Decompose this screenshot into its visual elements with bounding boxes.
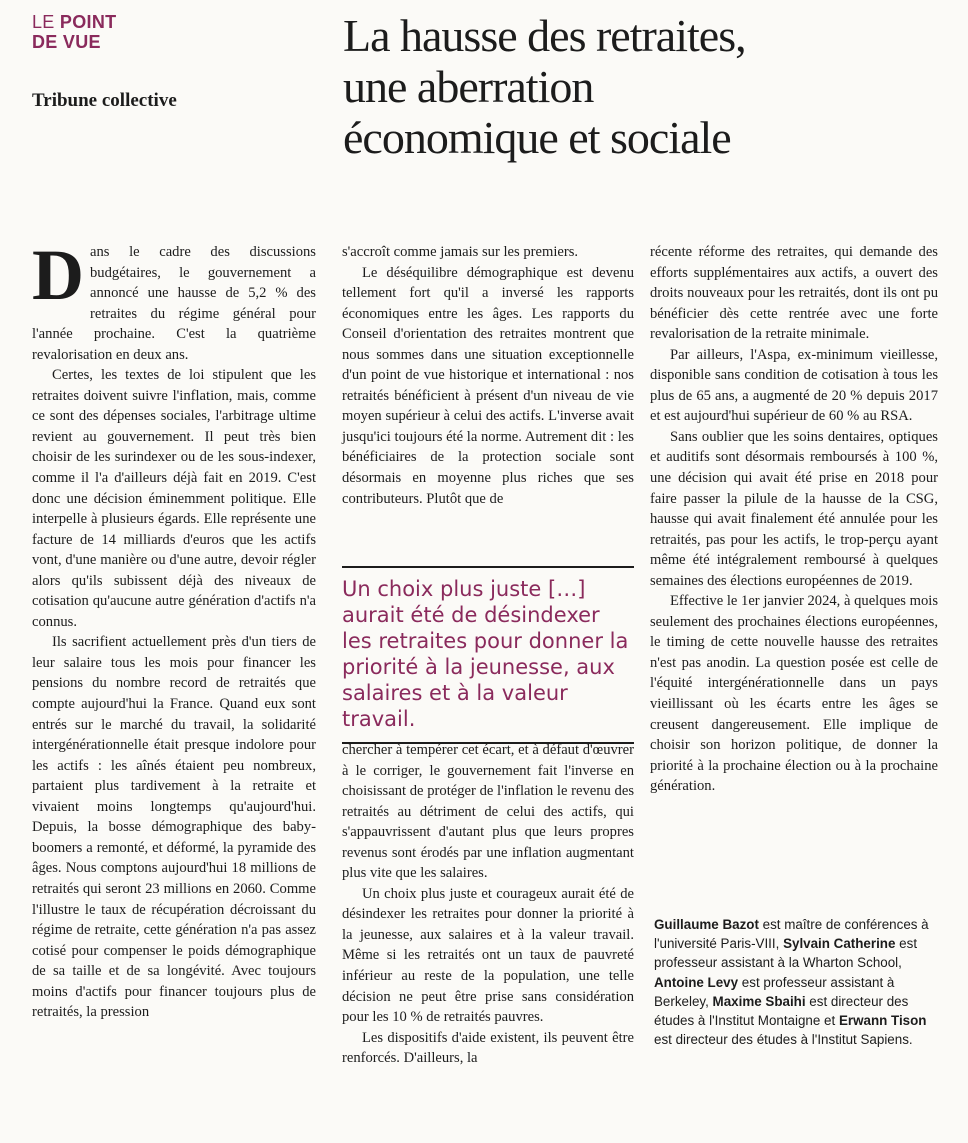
paragraph: Par ailleurs, l'Aspa, ex-minimum vieillesse, disponible sans condition de cotisation à tous les plus de 65 ans, a augmenté de 20 % depuis 2017 et est aujourd'hui supérieur de 60 % au RSA. <box>650 346 938 425</box>
pull-quote-text: Un choix plus juste […] aurait été de désindexer les retraites pour donner la priorité à la jeunesse, aux salaires et à la valeur travail. <box>342 577 629 731</box>
article-column-2-bottom <box>342 740 634 1069</box>
paragraph: récente réforme des retraites, qui demande des efforts supplémentaires aux actifs, a ouvert des droits nouveaux pour les retraités, dont ils ont pu bénéficier dès cette rentrée avec une forte revalorisation de la retraite minimale. <box>650 244 938 343</box>
article-headline <box>343 10 943 163</box>
author-bio <box>654 915 940 1049</box>
author-name: Sylvain Catherine <box>783 936 896 952</box>
headline-line-2: une aberration <box>343 61 594 112</box>
rubric-point: POINT <box>59 12 117 32</box>
author-role: est professeur assistant à la Wharton School, <box>654 936 918 971</box>
author-name: Maxime Sbaihi <box>712 993 806 1009</box>
author-role: est professeur assistant à Berkeley, <box>654 974 895 1009</box>
pull-quote <box>342 566 634 732</box>
author-name: Erwann Tison <box>838 1013 927 1029</box>
author-role: est directeur des études à l'Institut Sapiens. <box>654 1032 913 1048</box>
headline-line-3: économique et sociale <box>343 112 731 163</box>
article-column-1 <box>32 235 316 1023</box>
paragraph: Un choix plus juste et courageux aurait été de désindexer les retraites pour donner la priorité à la jeunesse, aux salaires et à la valeur travail. Même si les retraités ont un taux de pauvreté inférieur au reste de la population, une telle décision ne peut être prise sans considération pour les 10 % de retraités pauvres. <box>342 885 634 1026</box>
headline-line-1: La hausse des retraites, <box>343 10 746 61</box>
author-name: Guillaume Bazot <box>654 917 759 932</box>
paragraph: Les dispositifs d'aide existent, ils peuvent être renforcés. D'ailleurs, la <box>342 1029 634 1067</box>
drop-cap: D <box>32 235 84 315</box>
paragraph-text: ans le cadre des discussions budgétaires, le gouvernement a annoncé une hausse de 5,2 % des retraites du régime général pour l'année prochaine. C'est la quatrième revalorisation en deux ans. <box>32 244 316 363</box>
paragraph: Ils sacrifient actuellement près d'un tiers de leur salaire tous les mois pour financer les pensions du nombre record de retraités que compte aujourd'hui la France. Quand eux sont entrés sur le marché du travail, la solidarité intergénérationnelle était presque indolore pour les actifs : les aînés étaient peu nombreux, partaient plus tardivement à la retraite et vivaient moins longtemps qu'aujourd'hui. Depuis, la bosse démographique des baby-boomers a remonté, et déformé, la pyramide des âges. Nous comptons aujourd'hui 18 millions de retraités qui seront 23 millions en 2060. Comme l'illustre le taux de récupération décroissant du régime de retraite, cette génération n'a pas assez cotisé pour compenser le poids démographique de sa taille et de sa longévité. Avec toujours moins d'actifs pour financer toujours plus de retraités, la pression <box>32 634 316 1021</box>
rubric-de-vue: DE VUE <box>32 32 101 52</box>
author-name: Antoine Levy <box>654 974 739 990</box>
rubric-le: LE <box>32 12 60 32</box>
kicker: Tribune collective <box>32 90 177 111</box>
paragraph <box>32 235 316 365</box>
paragraph: chercher à tempérer cet écart, et à défaut d'œuvrer à le corriger, le gouvernement fait l'inverse en choisissant de protéger de l'inflation le revenu des retraités au détriment de celui des actifs, qui s'appauvrissent d'autant plus que leurs propres revenus sont érodés par une inflation augmentant plus vite que les salaires. <box>342 742 634 882</box>
paragraph: Effective le 1er janvier 2024, à quelques mois seulement des prochaines élections européennes, le timing de cette nouvelle hausse des retraites n'est pas anodin. La question posée est celle de l'équité intergénérationnelle dans un pays vieillissant où les écarts entre les âges se creusent dangereusement. Elle implique de choisir son horizon politique, de donner la priorité à la prochaine élection ou à la prochaine génération. <box>650 593 939 795</box>
article-column-2-top <box>342 242 634 509</box>
section-rubric <box>32 12 116 52</box>
paragraph: Le déséquilibre démographique est devenu tellement fort qu'il a inversé les rapports économiques entre les âges. Les rapports du Conseil d'orientation des retraites montrent que nous sommes dans une situation exceptionnelle d'un point de vue historique et international : nos retraités bénéficient à présent d'un niveau de vie moyen supérieur à celui des actifs. L'inverse avait jusqu'ici toujours été la norme. Autrement dit : les bénéficiaires de la protection sociale sont désormais en moyenne plus riches que ses contributeurs. Plutôt que de <box>342 264 634 507</box>
paragraph: s'accroît comme jamais sur les premiers. <box>342 244 579 260</box>
paragraph: Certes, les textes de loi stipulent que les retraites doivent suivre l'inflation, mais, comme ce sont des dépenses sociales, l'arbitrage ultime revient au gouvernement. Il peut très bien choisir de les surindexer ou de les sous-indexer, comme il l'a d'ailleurs déjà fait en 2019. C'est donc une décision éminemment politique. Elle interpelle à plusieurs égards. Elle représente une facture de 14 milliards d'euros que les actifs vont, d'une manière ou d'une autre, devoir régler alors qu'ils subissent déjà des niveaux de cotisation qu'aucune autre génération d'actifs n'a connus. <box>32 367 316 630</box>
author-role: est directeur des études à l'Institut Montaigne et <box>654 993 909 1029</box>
article-column-3 <box>650 242 938 797</box>
paragraph: Sans oublier que les soins dentaires, optiques et auditifs sont désormais remboursés à 100 %, une décision qui avait été prise en 2018 pour faire passer la pilule de la hausse de la CSG, hausse qui avait finalement été annulée pour les retraités, pas pour les actifs, le trop-perçu ayant même été intégralement remboursé à quelques semaines des élections européennes de 2019. <box>650 428 938 589</box>
author-role: est maître de conférences à l'université Paris-VIII, <box>654 917 929 952</box>
